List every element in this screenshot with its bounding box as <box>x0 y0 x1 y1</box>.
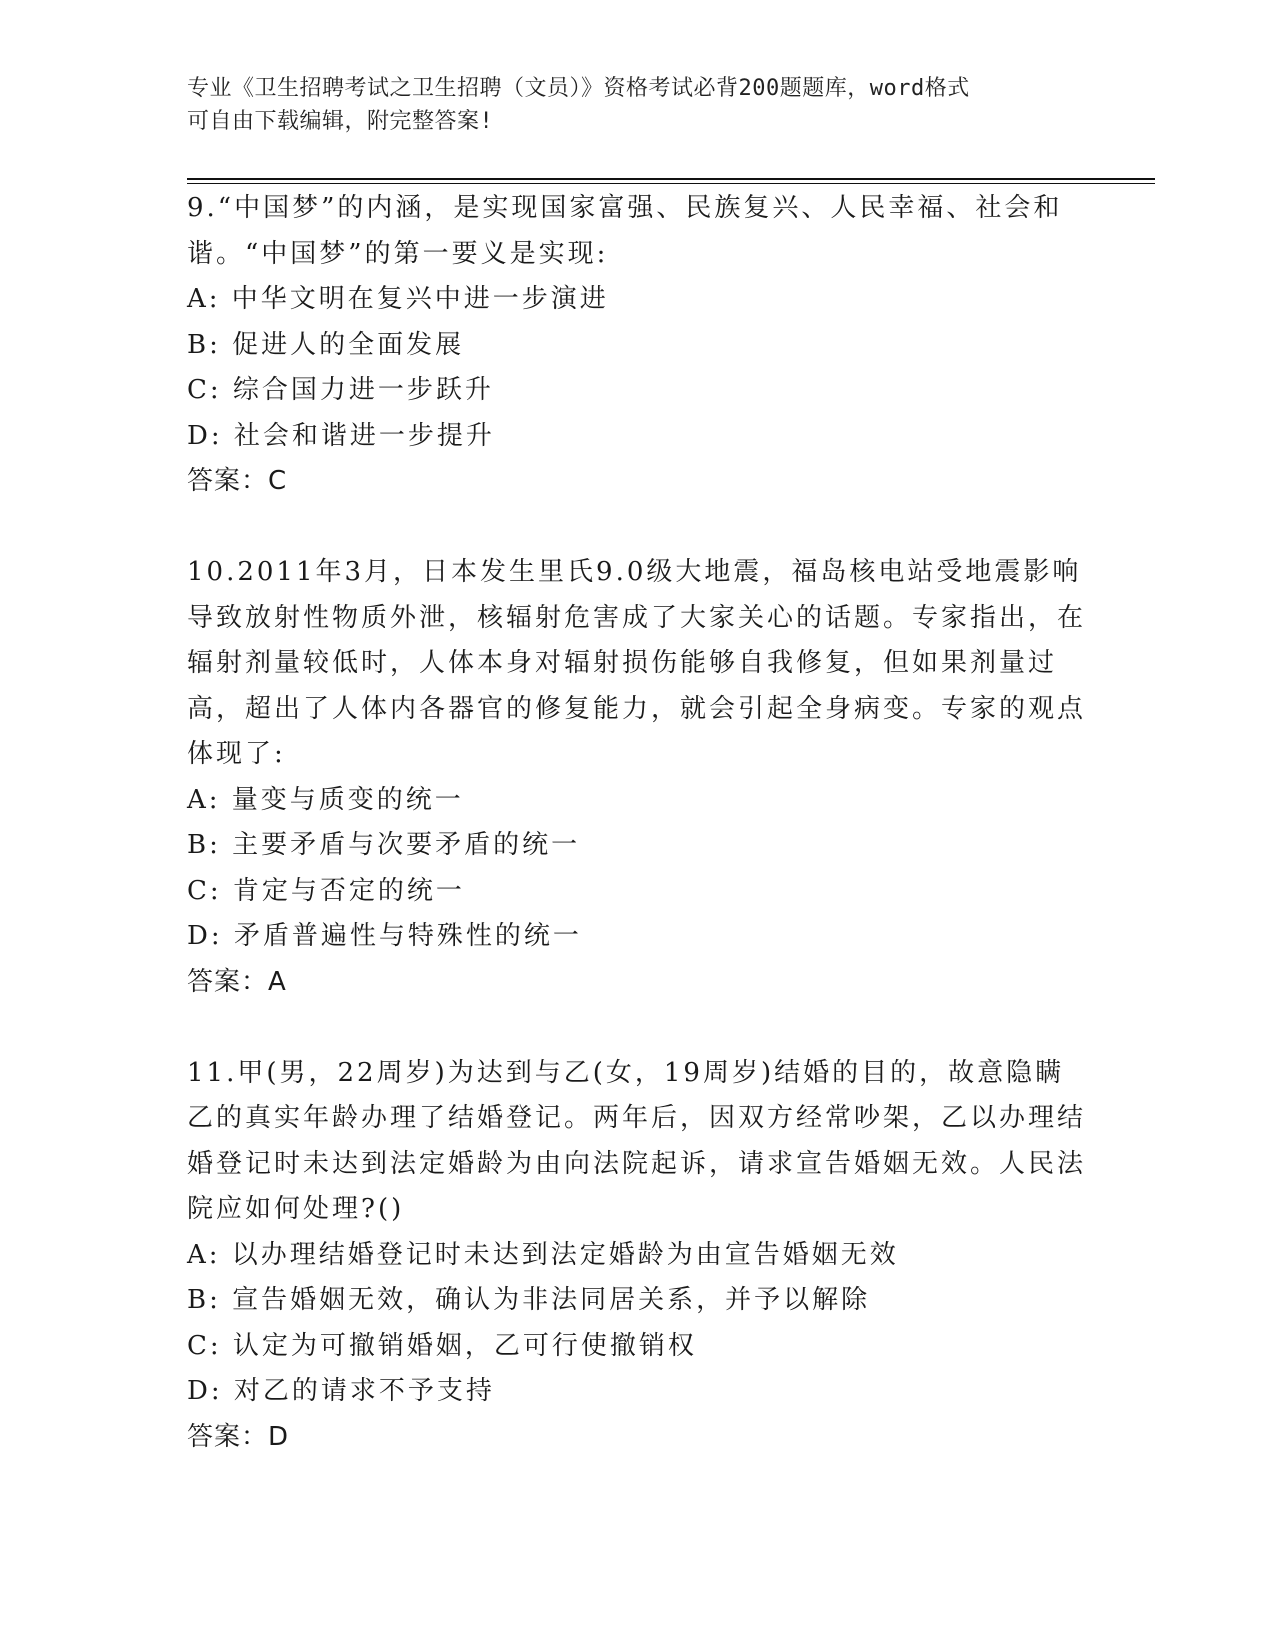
option-c: C: 综合国力进一步跃升 <box>187 375 494 405</box>
question-10 <box>187 550 1087 1005</box>
option-d: D: 对乙的请求不予支持 <box>187 1376 495 1406</box>
question-spacer <box>187 1005 1087 1051</box>
question-11 <box>187 1051 1087 1461</box>
option-a: A: 中华文明在复兴中进一步演进 <box>187 284 609 314</box>
option-b: B: 促进人的全面发展 <box>187 329 465 360</box>
answer: 答案：A <box>187 966 287 997</box>
option-a: A: 以办理结婚登记时未达到法定婚龄为由宣告婚姻无效 <box>187 1239 899 1270</box>
question-text: 10.2011年3月，日本发生里氏9.0级大地震，福岛核电站受地震影响导致放射性物质外泄，核辐射危害成了大家关心的话题。专家指出，在辐射剂量较低时，人体本身对辐射损伤能够自我修复，但如果剂量过高，超出了人体内各器官的修复能力，就会引起全身病变。专家的观点体现了: <box>187 557 1087 769</box>
question-spacer <box>187 505 1087 551</box>
option-b: B: 宣告婚姻无效，确认为非法同居关系，并予以解除 <box>187 1285 871 1315</box>
option-d: D: 社会和谐进一步提升 <box>187 420 495 451</box>
header-divider-thick <box>187 178 1155 180</box>
header-divider-thin <box>187 183 1155 184</box>
option-a: A: 量变与质变的统一 <box>187 784 464 815</box>
document-header <box>187 72 1087 138</box>
option-c: C: 认定为可撤销婚姻，乙可行使撤销权 <box>187 1330 697 1361</box>
answer: 答案：C <box>187 466 288 496</box>
header-line-1: 专业《卫生招聘考试之卫生招聘（文员）》资格考试必背200题题库，word格式 <box>187 76 970 101</box>
option-b: B: 主要矛盾与次要矛盾的统一 <box>187 830 581 860</box>
option-d: D: 矛盾普遍性与特殊性的统一 <box>187 921 582 951</box>
question-text: 9.“中国梦”的内涵，是实现国家富强、民族复兴、人民幸福、社会和谐。“中国梦”的第一要义是实现: <box>187 193 1063 269</box>
answer: 答案：D <box>187 1421 290 1452</box>
question-text: 11.甲(男，22周岁)为达到与乙(女，19周岁)结婚的目的，故意隐瞒乙的真实年龄办理了结婚登记。两年后，因双方经常吵架，乙以办理结婚登记时未达到法定婚龄为由向法院起诉，请求宣告婚姻无效。人民法院应如何处理?() <box>187 1057 1087 1224</box>
question-list <box>187 186 1087 1460</box>
header-line-2: 可自由下载编辑，附完整答案! <box>187 109 494 134</box>
question-9 <box>187 186 1087 505</box>
option-c: C: 肯定与否定的统一 <box>187 875 465 906</box>
